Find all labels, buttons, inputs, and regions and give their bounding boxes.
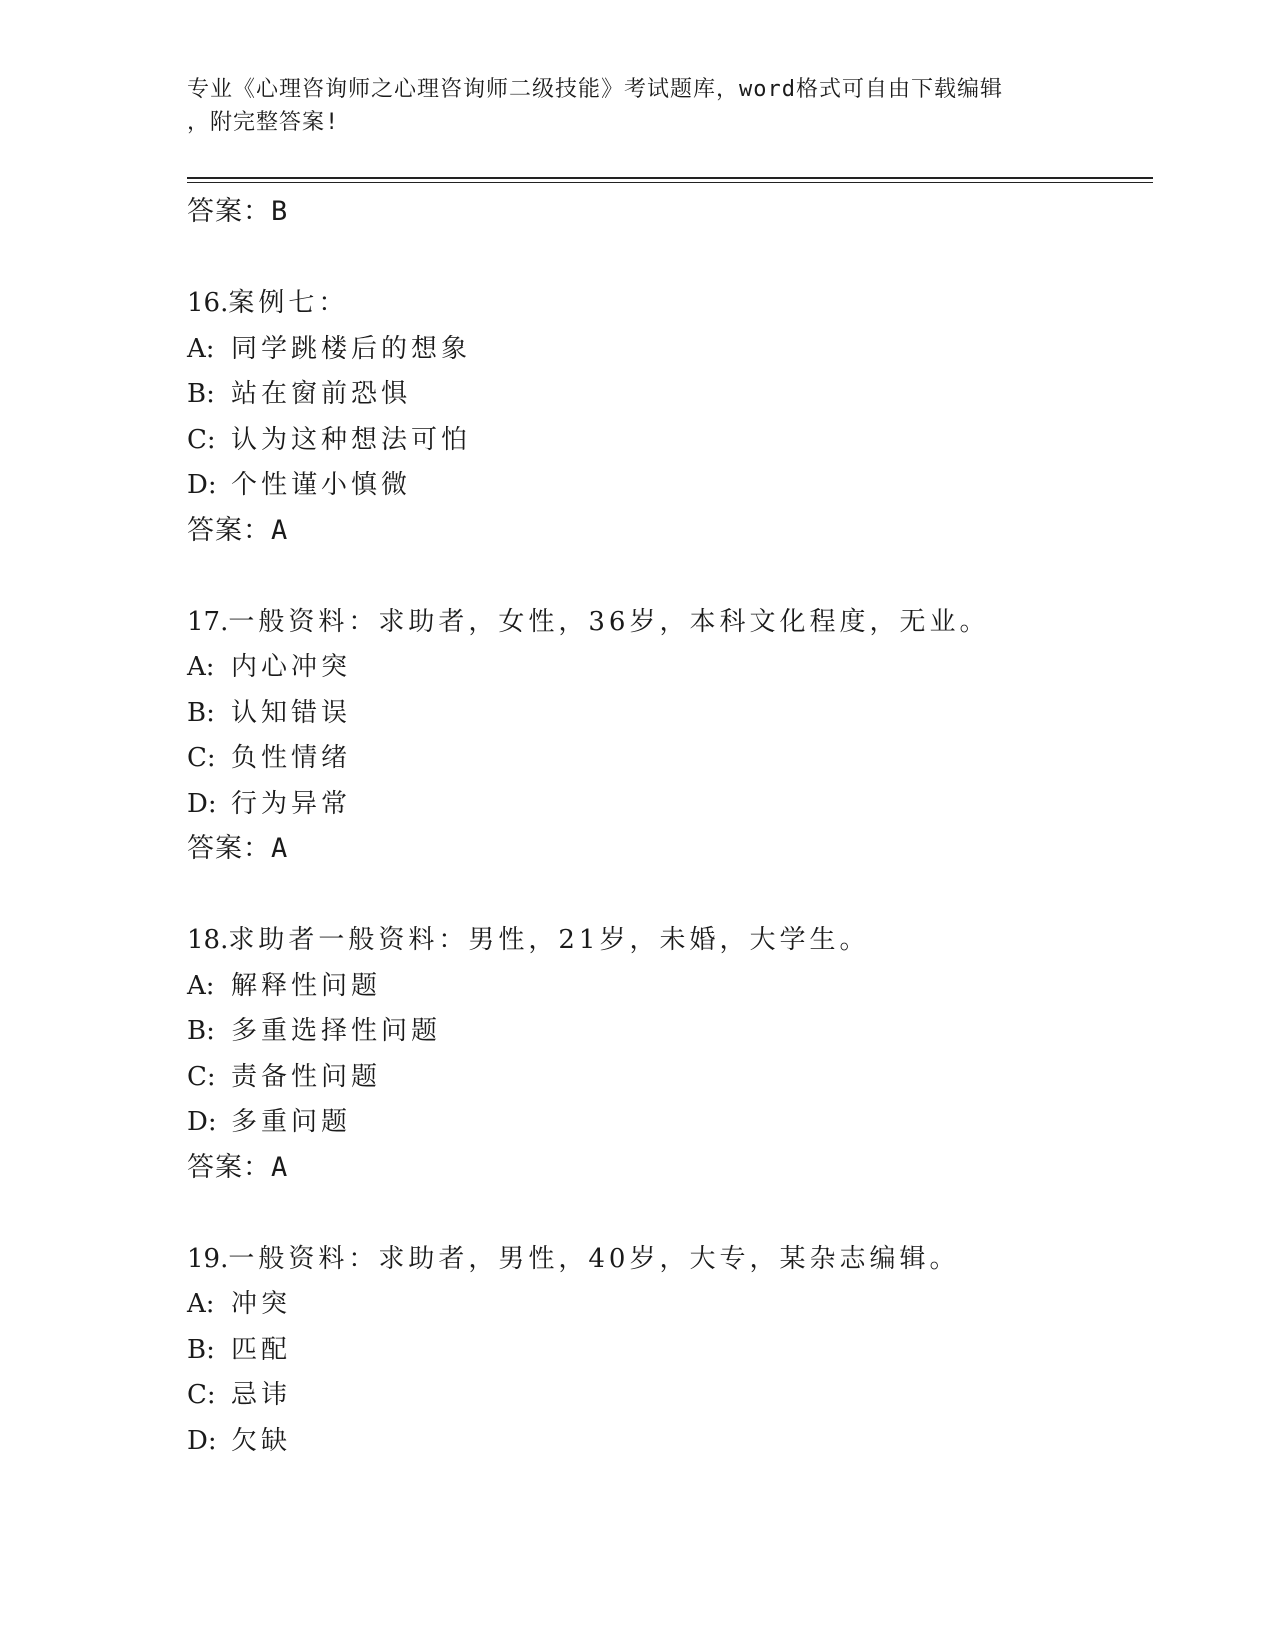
question-title	[187, 600, 1153, 646]
question-text: 求助者一般资料：男性，21岁，未婚，大学生。	[228, 925, 870, 955]
option-key: D:	[187, 788, 217, 819]
option-key: D:	[187, 470, 217, 500]
question-16	[187, 281, 1153, 553]
option-b	[187, 372, 1153, 418]
question-17	[187, 600, 1153, 872]
document-header	[187, 73, 1087, 139]
option-a	[187, 327, 1153, 373]
question-title	[187, 918, 1153, 964]
option-text: 站在窗前恐惧	[231, 379, 412, 409]
question-number: 19.	[187, 1243, 229, 1274]
answer-value: B	[271, 196, 289, 227]
option-c	[187, 736, 1153, 782]
answer-value: A	[271, 514, 289, 546]
option-a	[187, 1282, 1153, 1328]
option-key: D:	[187, 1107, 217, 1137]
option-text: 行为异常	[231, 788, 352, 819]
answer-line	[187, 827, 1153, 871]
option-text: 欠缺	[231, 1425, 292, 1456]
option-key: B:	[187, 697, 215, 728]
option-text: 负性情绪	[231, 743, 352, 773]
question-text: 一般资料：求助者，男性，40岁，大专，某杂志编辑。	[228, 1243, 960, 1274]
option-key: D:	[187, 1425, 217, 1456]
answer-label: 答案：	[187, 514, 271, 546]
answer-value: A	[271, 1151, 289, 1183]
question-19	[187, 1237, 1153, 1465]
option-key: C:	[187, 424, 216, 455]
option-text: 解释性问题	[231, 970, 382, 1001]
answer-label: 答案：	[187, 196, 271, 227]
option-key: A:	[187, 652, 215, 682]
option-key: C:	[187, 1061, 216, 1092]
option-text: 多重问题	[231, 1107, 352, 1137]
option-d	[187, 782, 1153, 828]
header-rule-thin	[187, 182, 1153, 183]
answer-label: 答案：	[187, 833, 271, 864]
option-text: 认知错误	[231, 697, 352, 728]
option-d	[187, 1419, 1153, 1465]
question-number: 18.	[187, 925, 229, 955]
option-key: B:	[187, 1016, 215, 1046]
question-number: 17.	[187, 606, 229, 637]
question-number: 16.	[187, 288, 229, 318]
question-text: 案例七：	[228, 288, 349, 318]
option-a	[187, 645, 1153, 691]
option-key: C:	[187, 743, 216, 773]
header-line-1: 专业《心理咨询师之心理咨询师二级技能》考试题库，word格式可自由下载编辑	[187, 77, 1003, 102]
option-c	[187, 1373, 1153, 1419]
option-a	[187, 964, 1153, 1010]
option-key: A:	[187, 970, 215, 1001]
option-text: 同学跳楼后的想象	[231, 333, 472, 364]
option-text: 认为这种想法可怕	[231, 424, 472, 455]
option-b	[187, 1009, 1153, 1055]
option-text: 匹配	[231, 1334, 292, 1365]
question-text: 一般资料：求助者，女性，36岁，本科文化程度，无业。	[228, 606, 990, 637]
option-text: 个性谨小慎微	[231, 470, 412, 500]
option-text: 内心冲突	[231, 652, 352, 682]
header-rule-thick	[187, 177, 1153, 179]
answer-line	[187, 190, 1153, 234]
question-18	[187, 918, 1153, 1190]
answer-line	[187, 1146, 1153, 1190]
answer-value: A	[271, 833, 289, 864]
question-title	[187, 1237, 1153, 1283]
answer-label: 答案：	[187, 1151, 271, 1183]
question-list	[187, 190, 1153, 1464]
option-key: C:	[187, 1380, 216, 1410]
option-text: 责备性问题	[231, 1061, 382, 1092]
option-text: 冲突	[231, 1289, 292, 1319]
option-key: B:	[187, 1334, 215, 1365]
option-c	[187, 1055, 1153, 1101]
option-key: A:	[187, 1289, 215, 1319]
option-b	[187, 1328, 1153, 1374]
answer-line	[187, 509, 1153, 553]
header-line-2: ，附完整答案!	[187, 110, 340, 135]
option-d	[187, 1100, 1153, 1146]
option-key: A:	[187, 333, 215, 364]
option-b	[187, 691, 1153, 737]
option-c	[187, 418, 1153, 464]
option-text: 多重选择性问题	[231, 1016, 442, 1046]
question-title	[187, 281, 1153, 327]
option-text: 忌讳	[231, 1380, 292, 1410]
option-d	[187, 463, 1153, 509]
option-key: B:	[187, 379, 215, 409]
